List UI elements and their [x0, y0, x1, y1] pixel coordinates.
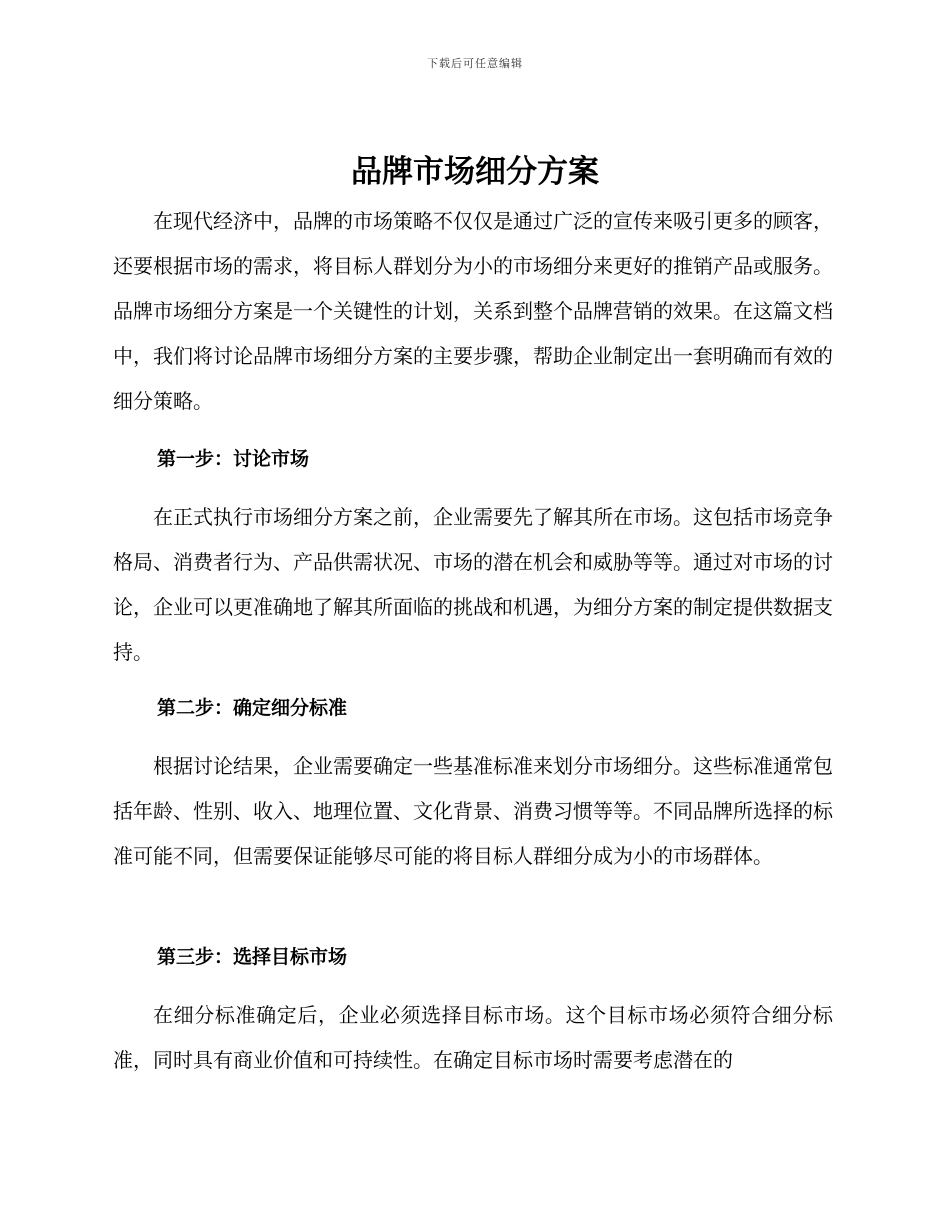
- section-paragraph-step-2: 根据讨论结果，企业需要确定一些基准标准来划分市场细分。这些标准通常包括年龄、性别、收入、地理位置、文化背景、消费习惯等等。不同品牌所选择的标准可能不同，但需要保证能够尽可能的将目标人群细分成为小的市场群体。: [113, 754, 833, 868]
- header-note: 下载后可任意编辑: [427, 57, 523, 70]
- intro-paragraph: 在现代经济中，品牌的市场策略不仅仅是通过广泛的宣传来吸引更多的顾客，还要根据市场的需求，将目标人群划分为小的市场细分来更好的推销产品或服务。品牌市场细分方案是一个关键性的计划，关系到整个品牌营销的效果。在这篇文档中，我们将讨论品牌市场细分方案的主要步骤，帮助企业制定出一套明确而有效的细分策略。: [113, 209, 833, 413]
- section-paragraph-step-3: 在细分标准确定后，企业必须选择目标市场。这个目标市场必须符合细分标准，同时具有商业价值和可持续性。在确定目标市场时需要考虑潜在的: [113, 1003, 833, 1072]
- section-paragraph-step-1: 在正式执行市场细分方案之前，企业需要先了解其所在市场。这包括市场竞争格局、消费者行为、产品供需状况、市场的潜在机会和威胁等等。通过对市场的讨论，企业可以更准确地了解其所面临的挑战和机遇，为细分方案的制定提供数据支持。: [113, 505, 833, 664]
- document-title: 品牌市场细分方案: [351, 154, 599, 190]
- section-heading-step-1: 第一步：讨论市场: [157, 448, 310, 470]
- section-heading-step-3: 第三步：选择目标市场: [157, 946, 348, 968]
- section-heading-step-2: 第二步：确定细分标准: [157, 697, 348, 719]
